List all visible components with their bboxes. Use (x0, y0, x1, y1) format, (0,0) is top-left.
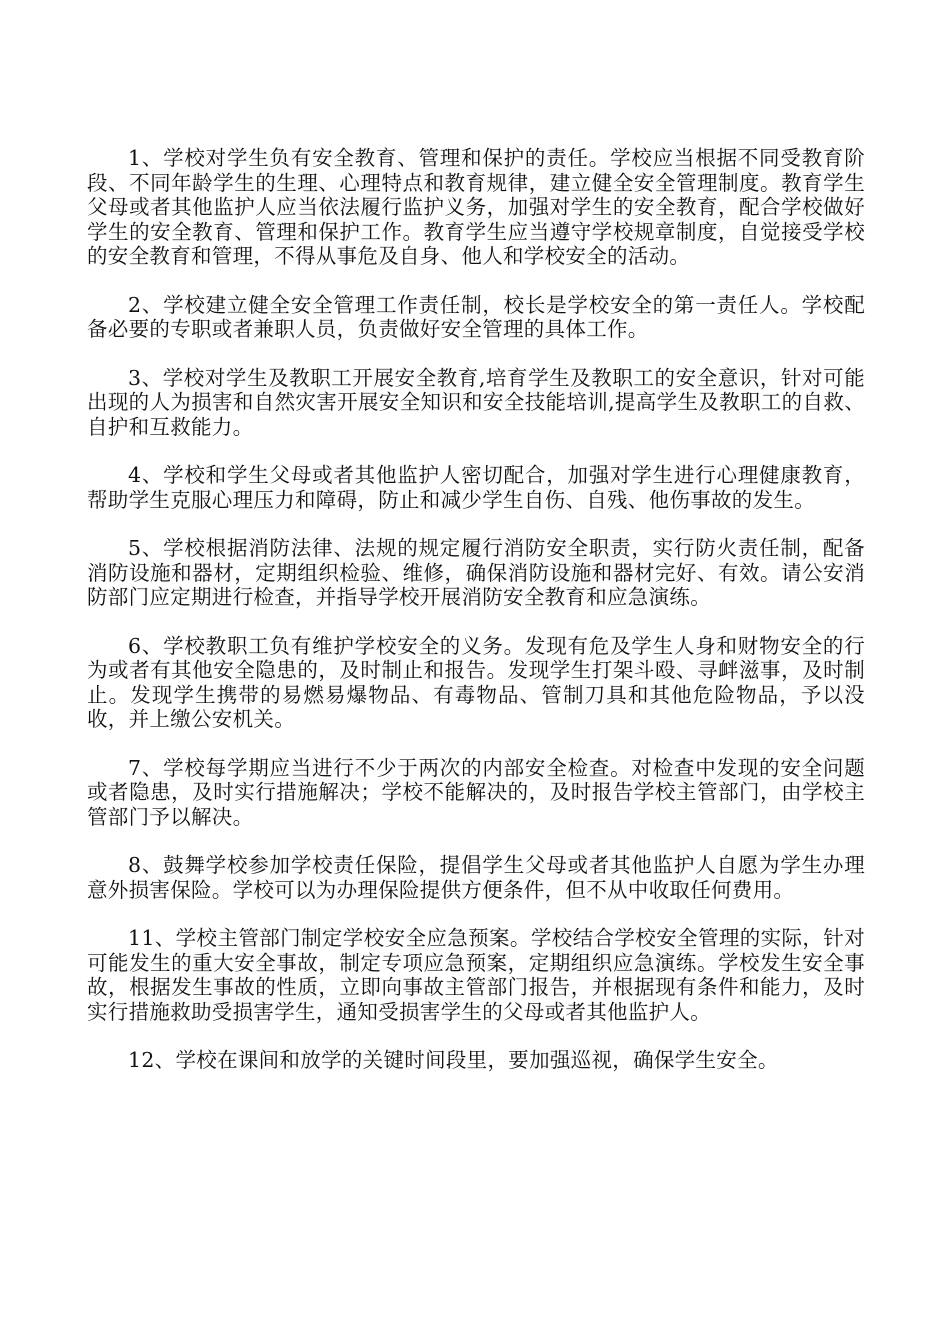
paragraph-7: 7、学校每学期应当进行不少于两次的内部安全检查。对检查中发现的安全问题或者隐患，及时实行措施解决；学校不能解决的，及时报告学校主管部门，由学校主管部门予以解决。 (87, 755, 865, 829)
paragraph-5: 5、学校根据消防法律、法规的规定履行消防安全职责，实行防火责任制，配备消防设施和器材，定期组织检验、维修，确保消防设施和器材完好、有效。请公安消防部门应定期进行检查，并指导学校开展消防安全教育和应急演练。 (87, 536, 865, 609)
paragraph-6: 6、学校教职工负有维护学校安全的义务。发现有危及学生人身和财物安全的行为或者有其他安全隐患的，及时制止和报告。发现学生打架斗殴、寻衅滋事，及时制止。发现学生携带的易燃易爆物品、有毒物品、管制刀具和其他危险物品，予以没收，并上缴公安机关。 (87, 633, 865, 731)
paragraph-4: 4、学校和学生父母或者其他监护人密切配合，加强对学生进行心理健康教育，帮助学生克服心理压力和障碍，防止和减少学生自伤、自残、他伤事故的发生。 (87, 463, 865, 512)
paragraph-11: 11、学校主管部门制定学校安全应急预案。学校结合学校安全管理的实际，针对可能发生的重大安全事故，制定专项应急预案，定期组织应急演练。学校发生安全事故，根据发生事故的性质，立即向事故主管部门报告，并根据现有条件和能力，及时实行措施救助受损害学生，通知受损害学生的父母或者其他监护人。 (87, 926, 865, 1024)
paragraph-1: 1、学校对学生负有安全教育、管理和保护的责任。学校应当根据不同受教育阶段、不同年龄学生的生理、心理特点和教育规律，建立健全安全管理制度。教育学生父母或者其他监护人应当依法履行监护义务，加强对学生的安全教育，配合学校做好学生的安全教育、管理和保护工作。教育学生应当遵守学校规章制度，自觉接受学校的安全教育和管理，不得从事危及自身、他人和学校安全的活动。 (87, 146, 865, 268)
paragraph-8: 8、鼓舞学校参加学校责任保险，提倡学生父母或者其他监护人自愿为学生办理意外损害保险。学校可以为办理保险提供方便条件，但不从中收取任何费用。 (87, 853, 865, 902)
document-body (87, 146, 865, 1097)
paragraph-12: 12、学校在课间和放学的关键时间段里，要加强巡视，确保学生安全。 (128, 1048, 779, 1072)
paragraph-3: 3、学校对学生及教职工开展安全教育,培育学生及教职工的安全意识，针对可能出现的人为损害和自然灾害开展安全知识和安全技能培训,提高学生及教职工的自救、自护和互救能力。 (87, 365, 865, 439)
paragraph-2: 2、学校建立健全安全管理工作责任制，校长是学校安全的第一责任人。学校配备必要的专职或者兼职人员，负责做好安全管理的具体工作。 (87, 292, 865, 341)
